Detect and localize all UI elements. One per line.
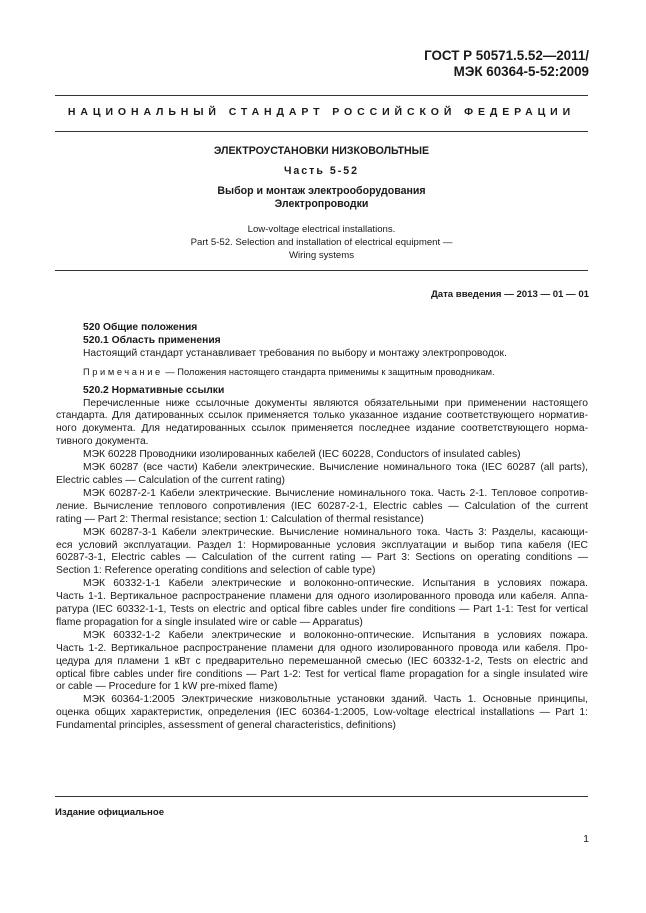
- text-line: Fundamental principles, assessment of general characteristics, definitions): [56, 720, 396, 732]
- reference-item: [56, 630, 588, 695]
- reference-item: [56, 462, 588, 488]
- top-rule: [55, 95, 588, 96]
- text-line: стандарта. Для датированных ссылок применяется только указанное издание соответствующего норматив-: [56, 410, 588, 422]
- reference-item: [56, 527, 588, 579]
- reference-item: [56, 449, 588, 462]
- english-title-line-3: Wiring systems: [288, 250, 355, 261]
- text-line: МЭК 60364-1:2005 Электрические низковольтные установки зданий. Часть 1. Основные принципы,: [83, 694, 588, 706]
- text-line: optical fibre cables under fire conditions — Part 1-2: Test for vertical flame propagation for a single insulated wire: [56, 668, 588, 680]
- standard-part: Часть 5-52: [283, 165, 360, 177]
- scope-text: Настоящий стандарт устанавливает требования по выбору и монтажу электропроводок.: [83, 347, 507, 359]
- text-line: Часть 1-1. Вертикальное распространение пламени для одного изолированного провода или кабеля. Аппа-: [56, 591, 588, 603]
- text-line: ного документа. Для недатированных ссылок применяется последнее издание соответствующего норма-: [56, 423, 588, 435]
- subtitle-line-2: Электропроводки: [274, 198, 369, 210]
- note: [83, 366, 588, 379]
- english-title: [55, 223, 588, 262]
- note-label: Примечание: [83, 366, 163, 377]
- note-text: — Положения настоящего стандарта применимы к защитным проводникам.: [162, 366, 495, 377]
- text-line: оценка общих характеристик, определения (IEC 60364-1:2005, Low-voltage electrical installations — Part 1:: [56, 707, 588, 719]
- reference-item: [56, 694, 588, 733]
- references-intro: [56, 398, 588, 450]
- national-standard-heading: НАЦИОНАЛЬНЫЙ СТАНДАРТ РОССИЙСКОЙ ФЕДЕРАЦИИ: [67, 106, 576, 118]
- references-intro-paragraph: [56, 398, 588, 450]
- section-520-1-heading: 520.1 Область применения: [83, 334, 221, 346]
- gost-designation: [424, 48, 589, 80]
- text-line: МЭК 60332-1-1 Кабели электрические и волоконно-оптические. Испытания в условиях пожара.: [83, 578, 588, 590]
- text-line: Electric cables — Calculation of the current rating): [56, 474, 285, 486]
- reference-item: [56, 578, 588, 630]
- text-line: еся условий эксплуатации. Раздел 1: Нормированные условия эксплуатации и выбор типа кабеля (IEC: [56, 539, 588, 551]
- section-520-2-heading: 520.2 Нормативные ссылки: [83, 384, 225, 396]
- footer-rule: [55, 796, 588, 797]
- text-line: МЭК 60287-2-1 Кабели электрические. Вычисление номинального тока. Часть 2-1. Тепловое сопротив-: [83, 487, 588, 499]
- section-520-heading: 520 Общие положения: [83, 322, 198, 333]
- text-line: or cable — Procedure for 1 kW pre-mixed flame): [56, 681, 278, 693]
- text-line: flame propagation for a single insulated wire or cable — Apparatus): [56, 616, 363, 628]
- text-line: ратура (IEC 60332-1-1, Tests on electric and optical fibre cables under fire conditions — Part 1-1: Test for vertical: [56, 604, 588, 616]
- english-title-line-2: Part 5-52. Selection and installation of electrical equipment —: [190, 237, 453, 248]
- introduction-date: Дата введения — 2013 — 01 — 01: [430, 289, 589, 300]
- text-line: ление. Вычисление теплового сопротивления (IEC 60287-2-1, Electric cables — Calculation of the current: [56, 500, 588, 512]
- subtitle-line-1: Выбор и монтаж электрооборудования: [217, 185, 426, 197]
- text-line: МЭК 60287 (все части) Кабели электрические. Вычисление номинального тока (IEC 60287 (all parts),: [83, 462, 588, 474]
- references-list: [56, 449, 588, 733]
- text-line: Часть 1-2. Вертикальное распространение пламени для одного изолированного провода или кабеля. Про-: [56, 642, 588, 654]
- page-number: 1: [583, 834, 589, 845]
- text-line: цедура для пламени 1 кВт с предварительно перемешанной смесью (IEC 60332-1-2, Tests on electric and: [56, 655, 588, 667]
- official-edition: Издание официальное: [55, 807, 165, 818]
- standard-title: ЭЛЕКТРОУСТАНОВКИ НИЗКОВОЛЬТНЫЕ: [213, 145, 430, 157]
- text-line: МЭК 60228 Проводники изолированных кабелей (IEC 60228, Conductors of insulated cables): [83, 449, 521, 461]
- text-line: 60287-3-1, Electric cables — Calculation of the current rating — Part 3: Sections on operating conditions —: [56, 552, 588, 564]
- reference-item: [56, 488, 588, 527]
- standard-subtitle: [55, 185, 588, 211]
- text-line: тивного документа.: [56, 436, 149, 448]
- text-line: Перечисленные ниже ссылочные документы являются обязательными при применении настоящего: [83, 397, 588, 409]
- text-line: МЭК 60332-1-2 Кабели электрические и волоконно-оптические. Испытания в условиях пожара.: [83, 629, 588, 641]
- gost-number: ГОСТ Р 50571.5.52—2011/: [424, 48, 589, 63]
- english-title-line-1: Low-voltage electrical installations.: [247, 224, 396, 235]
- iec-number: МЭК 60364-5-52:2009: [453, 64, 589, 79]
- heading-rule: [55, 131, 588, 132]
- text-line: rating — Part 2: Thermal resistance; section 1: Calculation of thermal resistance): [56, 513, 424, 525]
- document-body: [56, 322, 588, 733]
- text-line: МЭК 60287-3-1 Кабели электрические. Вычисление номинального тока. Часть 3: Разделы, касающи-: [83, 526, 588, 538]
- title-rule: [55, 270, 588, 271]
- text-line: Section 1: Reference operating conditions and selection of cable type): [56, 565, 376, 577]
